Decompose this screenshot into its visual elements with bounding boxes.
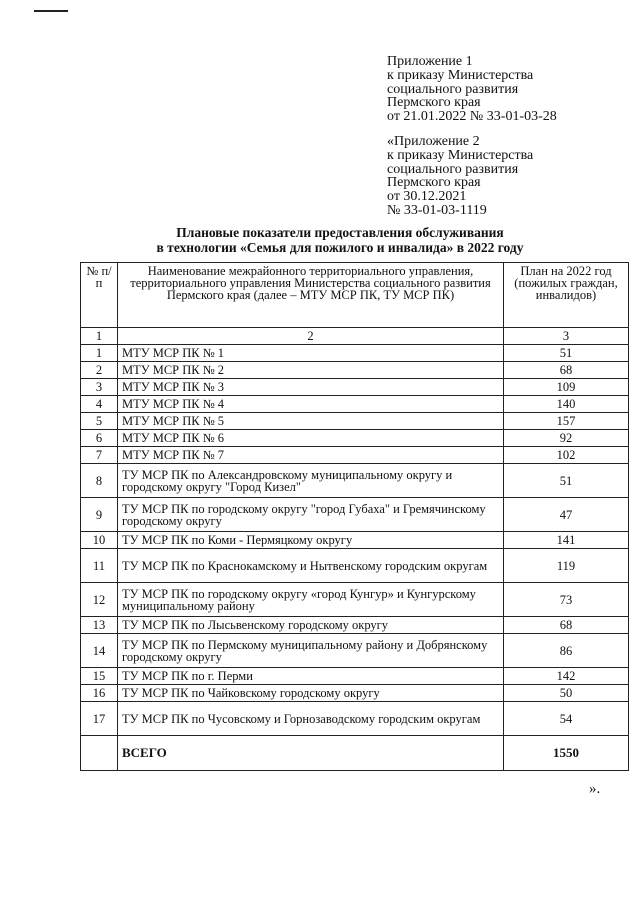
row-name-cell: ТУ МСР ПК по Пермскому муниципальному району и Добрянскому городскому округу xyxy=(118,634,504,668)
row-name-cell: ТУ МСР ПК по Чусовскому и Горнозаводскому городским округам xyxy=(118,702,504,736)
table-row xyxy=(81,430,629,447)
row-plan-cell: 157 xyxy=(504,413,629,430)
row-plan-cell: 102 xyxy=(504,447,629,464)
total-value: 1550 xyxy=(504,736,629,771)
table-row xyxy=(81,685,629,702)
row-number-cell: 6 xyxy=(81,430,118,447)
table-row xyxy=(81,617,629,634)
row-number-cell: 15 xyxy=(81,668,118,685)
row-name-cell: ТУ МСР ПК по Александровскому муниципальному округу и городскому округу "Город Кизел" xyxy=(118,464,504,498)
table-row xyxy=(81,396,629,413)
row-name-cell: ТУ МСР ПК по городскому округу «город Кунгур» и Кунгурскому муниципальному району xyxy=(118,583,504,617)
row-number-cell: 1 xyxy=(81,345,118,362)
row-name-cell: МТУ МСР ПК № 3 xyxy=(118,379,504,396)
row-name-cell: МТУ МСР ПК № 4 xyxy=(118,396,504,413)
row-name-cell: ТУ МСР ПК по городскому округу "город Губаха" и Гремячинскому городскому округу xyxy=(118,498,504,532)
table-row xyxy=(81,583,629,617)
row-name-cell: ТУ МСР ПК по Коми - Пермяцкому округу xyxy=(118,532,504,549)
index-cell: 1 xyxy=(81,328,118,345)
table-row xyxy=(81,447,629,464)
table-row xyxy=(81,379,629,396)
row-plan-cell: 50 xyxy=(504,685,629,702)
row-plan-cell: 109 xyxy=(504,379,629,396)
row-number-cell: 7 xyxy=(81,447,118,464)
row-name-cell: МТУ МСР ПК № 1 xyxy=(118,345,504,362)
row-plan-cell: 54 xyxy=(504,702,629,736)
total-label: ВСЕГО xyxy=(118,736,504,771)
table-row xyxy=(81,668,629,685)
row-name-cell: МТУ МСР ПК № 2 xyxy=(118,362,504,379)
row-plan-cell: 140 xyxy=(504,396,629,413)
header-name: Наименование межрайонного территориального управления, территориального управления Министерства социального развития Пермского края (далее – МТУ МСР ПК, ТУ МСР ПК) xyxy=(118,263,504,328)
row-number-cell: 17 xyxy=(81,702,118,736)
table-row xyxy=(81,532,629,549)
row-plan-cell: 51 xyxy=(504,345,629,362)
row-number-cell: 13 xyxy=(81,617,118,634)
table-row xyxy=(81,362,629,379)
row-name-cell: ТУ МСР ПК по г. Перми xyxy=(118,668,504,685)
row-plan-cell: 86 xyxy=(504,634,629,668)
annex-1-header: Приложение 1 к приказу Министерства социального развития Пермского края от 21.01.2022 № 33-01-03-28 xyxy=(387,54,557,125)
row-number-cell: 8 xyxy=(81,464,118,498)
row-plan-cell: 68 xyxy=(504,617,629,634)
annex-2-header: «Приложение 2 к приказу Министерства социального развития Пермского края от 30.12.2021 № 33-01-03-1119 xyxy=(387,134,534,218)
row-plan-cell: 92 xyxy=(504,430,629,447)
title-line-1: Плановые показатели предоставления обслуживания xyxy=(176,225,504,240)
row-name-cell: ТУ МСР ПК по Чайковскому городскому округу xyxy=(118,685,504,702)
table-row xyxy=(81,634,629,668)
table-row xyxy=(81,464,629,498)
table-row xyxy=(81,498,629,532)
row-number-cell: 5 xyxy=(81,413,118,430)
total-num-cell xyxy=(81,736,118,771)
header-num: № п/п xyxy=(81,263,118,328)
top-mark-line xyxy=(34,10,68,12)
header-plan: План на 2022 год (пожилых граждан, инвалидов) xyxy=(504,263,629,328)
row-number-cell: 9 xyxy=(81,498,118,532)
row-number-cell: 3 xyxy=(81,379,118,396)
row-number-cell: 4 xyxy=(81,396,118,413)
table-row xyxy=(81,549,629,583)
row-number-cell: 14 xyxy=(81,634,118,668)
index-cell: 3 xyxy=(504,328,629,345)
plan-table xyxy=(80,262,629,771)
table-row xyxy=(81,345,629,362)
row-number-cell: 12 xyxy=(81,583,118,617)
table-header-row xyxy=(81,263,629,328)
row-plan-cell: 141 xyxy=(504,532,629,549)
row-number-cell: 10 xyxy=(81,532,118,549)
row-number-cell: 11 xyxy=(81,549,118,583)
table-row xyxy=(81,702,629,736)
closing-quote: ». xyxy=(589,781,601,797)
row-name-cell: МТУ МСР ПК № 5 xyxy=(118,413,504,430)
row-number-cell: 16 xyxy=(81,685,118,702)
row-plan-cell: 68 xyxy=(504,362,629,379)
row-name-cell: ТУ МСР ПК по Лысьвенскому городскому округу xyxy=(118,617,504,634)
row-plan-cell: 73 xyxy=(504,583,629,617)
column-index-row xyxy=(81,328,629,345)
row-name-cell: МТУ МСР ПК № 6 xyxy=(118,430,504,447)
title-line-2: в технологии «Семья для пожилого и инвалида» в 2022 году xyxy=(156,240,524,255)
index-cell: 2 xyxy=(118,328,504,345)
table-row xyxy=(81,413,629,430)
row-plan-cell: 142 xyxy=(504,668,629,685)
row-name-cell: ТУ МСР ПК по Краснокамскому и Нытвенскому городским округам xyxy=(118,549,504,583)
document-title xyxy=(80,225,600,255)
row-number-cell: 2 xyxy=(81,362,118,379)
row-plan-cell: 47 xyxy=(504,498,629,532)
row-plan-cell: 119 xyxy=(504,549,629,583)
row-name-cell: МТУ МСР ПК № 7 xyxy=(118,447,504,464)
row-plan-cell: 51 xyxy=(504,464,629,498)
total-row xyxy=(81,736,629,771)
